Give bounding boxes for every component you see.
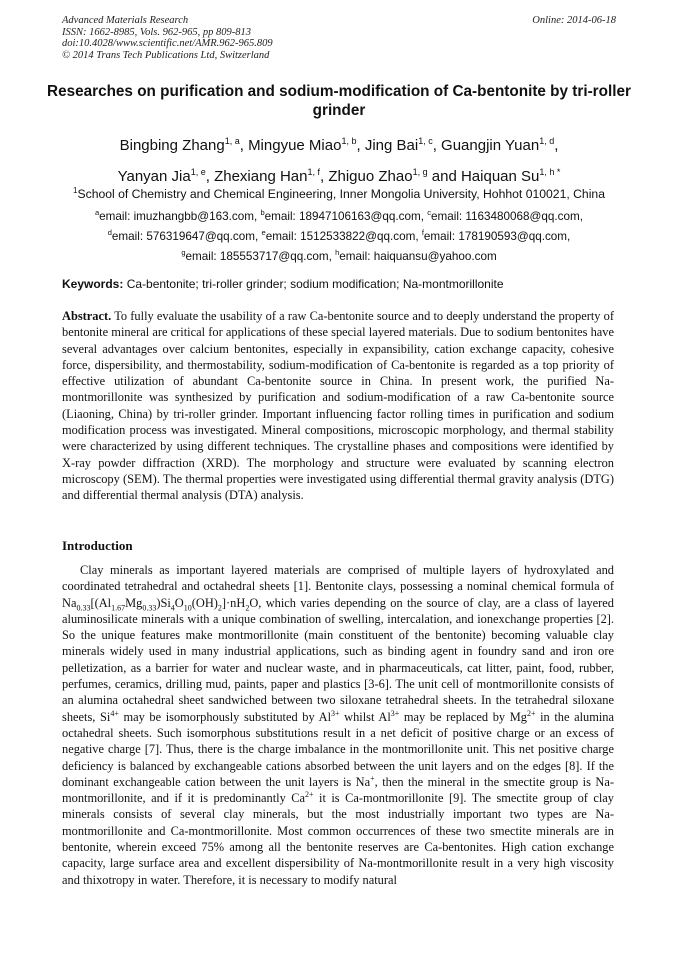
author-mark: 1, f: [307, 167, 320, 177]
email-address[interactable]: email: 178190593@qq.com: [423, 229, 568, 243]
abstract: [62, 308, 614, 504]
email-address[interactable]: email: 576319647@qq.com: [111, 229, 256, 243]
introduction-paragraph: Clay minerals as important layered materials are comprised of multiple layers of hydroxylated and coordinated tetrahedral and octahedral sheets [1]. Bentonite clays, possessing a nominal chemical formula of $Na_{0.33}[(Al_{1.67}Mg_{0.33})Si_4O_{10}(OH)_2]\cdot nH_2O$, which varies depending on the source of clay, are a class of layered aluminosilicate minerals with a unique combination of swelling, intercalation, and ionexchange properties [2]. So the unique features make montmorillonite (main constituent of the bentonite) becoming valuable clay minerals widely used in many industrial applications, such as binding agent in foundry sand and iron ore pelletization, as a barrier for water and nuclear waste, and in pharmaceuticals, cat litter, paint, food, rubber, perfumes, ceramics, drilling mud, paints, paper and plastics [3-6]. The unit cell of montmorillonite consists of an alumina octahedral sheet sandwiched between two siloxane tetrahedral sheets. In the tetrahedral siloxane sheets, $Si^{4+}$ may be isomorphously substituted by $Al^{3+}$ whilst $Al^{3+}$ may be replaced by $Mg^{2+}$ in the alumina octahedral sheets. Such isomorphous substitutions result in a net deficit of positive charge or an excess of negative charge [7]. Thus, there is the charge imbalance in the montmorillonite unit. This net positive charge deficiency is balanced by exchangeable cations absorbed between the unit layers and on the edges [8]. If the dominant exchangeable cation between the unit layers is Na+, then the mineral in the smectite group is Na-montmorillonite, and if it is predominantly $Ca^{2+}$ it is Ca-montmorillonite [9]. The smectite group of clay minerals consists of several clay minerals, but the most industrially important two types are Na-montmorillonite and Ca-montmorillonite. Most common occurrences of these two smectite minerals are in bentonite, wherein exceed 75% among all the bentonite reserves are Ca-bentonites. High cation exchange capacity, large surface area and excellent dispersibility of Na-montmorillonite result in a very high viscosity and thixotropy in water. Therefore, it is necessary to modify natural: [62, 563, 614, 887]
intro-text: may be isomorphously substituted by Al: [118, 709, 332, 724]
intro-text: in the alumina octahedral sheets. Such isomorphous substitutions result in a net deficit of positive charge or an excess of negative charge [7]. Thus, there is the charge imbalance in the montmorillonite unit. This net positive charge deficiency is balanced by exchangeable cations absorbed between the unit layers and on the edges [8]. If the dominant exchangeable cation between the unit layers is Na: [62, 709, 614, 789]
email-mark: f: [421, 227, 424, 237]
affiliation: [30, 183, 648, 202]
intro-text: , which varies depending on the source of clay, are a class of layered aluminosilicate minerals with a unique combination of swelling, intercalation, and ionexchange properties [2]. So the unique features make montmorillonite (main constituent of the bentonite) becoming valuable clay minerals widely used in many industrial applications, such as binding agent in foundry sand and iron ore pelletization, as a barrier for water and nuclear waste, and in pharmaceuticals, cat litter, paint, food, rubber, perfumes, ceramics, drilling mud, paints, paper and plastics [3-6]. The unit cell of montmorillonite consists of an alumina octahedral sheet sandwiched between two siloxane tetrahedral sheets. In the tetrahedral siloxane sheets, Si: [62, 595, 614, 724]
author-separator: ,: [239, 137, 244, 154]
author-mark: 1, h *: [539, 167, 561, 177]
intro-text: whilst Al: [339, 709, 391, 724]
author-name: Yanyan Jia: [117, 168, 191, 185]
copyright-line: © 2014 Trans Tech Publications Ltd, Switzerland: [62, 49, 270, 61]
abstract-text: To fully evaluate the usability of a raw Ca-bentonite source and to deeply understand the property of bentonite mineral are critical for applications of these special layered materials. Due to sodium bentonites have several advantages over calcium bentonites, especially in expansibility, cation exchange capacity, cohesive force, dispersibility, and thermostability, sodium-modification of Ca-bentonite is regarded as a top priority of effective utilization of abundant Ca-bentonite source in China. In present work, the purified Na-montmorillonite was synthesized by purification and sodium-modification of a raw Ca-bentonite source (Liaoning, China) by tri-roller grinder. Important influencing factor rolling times in purification and sodium modification process was investigated. Mineral compositions, microscopic morphology, and thermal stability were characterized by using different techniques. The crystalline phases and compositions were identified by X-ray powder diffraction (XRD). The morphology and structure were evaluated by scanning electron microscopy (SEM). The thermal properties were investigated using differential thermal gravity analysis (DTG) and differential thermal analysis (DTA) analysis.: [62, 309, 614, 503]
email-list: $^a$email: imuzhangbb@163.com, $^b$email: 18947106163@qq.com, $^c$email: 1163480068@qq.com, $^d$email: 576319647@qq.com, $^e$email: 1512533822@qq.com, $^f$email: 178190593@qq.com, $^g$email: 185553717@qq.com, $^h$email: haiquansu@yahoo.com: [94, 208, 583, 263]
online-date: Online: 2014-06-18: [532, 15, 616, 26]
journal-name: Advanced Materials Research: [62, 15, 189, 26]
author-name: Zhiguo Zhao: [328, 168, 413, 185]
author-name: Jing Bai: [364, 137, 419, 154]
author-mark: 1, d: [539, 136, 555, 146]
email-mark: e: [261, 227, 266, 237]
affiliation-mark: 1: [73, 186, 78, 195]
email-address[interactable]: email: 185553717@qq.com: [185, 249, 329, 263]
chemical-formula: $Na_{0.33}[(Al_{1.67}Mg_{0.33})Si_4O_{10}(OH)_2]\cdot nH_2O$: [62, 595, 259, 613]
doi-line: doi:10.4028/www.scientific.net/AMR.962-965.809: [62, 38, 273, 49]
author-separator: ,: [320, 168, 325, 185]
intro-text: it is Ca-montmorillonite [9]. The smectite group of clay minerals consists of several clay minerals, but the most industrially important two types are Na-montmorillonite and Ca-montmorillonite. Most common occurrences of these two smectite minerals are in bentonite, wherein exceed 75% among all the bentonite reserves are Ca-bentonites. High cation exchange capacity, large surface area and excellent dispersibility of Na-montmorillonite result in a very high viscosity and thixotropy in water. Therefore, it is necessary to modify natural: [62, 791, 614, 887]
author-name: Bingbing Zhang: [119, 137, 225, 154]
email-mark: h: [335, 247, 340, 257]
email-address[interactable]: email: imuzhangbb@163.com: [99, 209, 254, 223]
author-mark: 1, a: [224, 136, 240, 146]
author-mark: 1, b: [341, 136, 357, 146]
affiliation-text: School of Chemistry and Chemical Engineering, Inner Mongolia University, Hohhot 010021, China: [77, 187, 605, 202]
author-name: Mingyue Miao: [248, 137, 342, 154]
intro-text: Clay minerals as important layered materials are comprised of multiple layers of hydroxylated and coordinated tetrahedral and octahedral sheets [1]. Bentonite clays, possessing a nominal chemical formula of: [62, 563, 614, 594]
author-and: and: [431, 168, 457, 185]
section-heading: Introduction: [62, 538, 133, 553]
author-list: [30, 128, 648, 190]
author-mark: 1, c: [418, 136, 433, 146]
author-separator: ,: [205, 168, 210, 185]
keywords-label: Keywords:: [62, 277, 124, 291]
email-address[interactable]: email: haiquansu@yahoo.com: [339, 249, 497, 263]
author-mark: 1, e: [190, 167, 206, 177]
issn-line: ISSN: 1662-8985, Vols. 962-965, pp 809-813: [62, 26, 251, 38]
author-name: Guangjin Yuan: [441, 137, 540, 154]
email-mark: a: [94, 208, 100, 217]
keywords: [62, 276, 616, 292]
author-separator: ,: [356, 137, 361, 154]
abstract-label: Abstract.: [62, 309, 112, 323]
email-mark: g: [181, 247, 186, 257]
author-separator: ,: [554, 137, 559, 154]
email-address[interactable]: email: 1512533822@qq.com: [265, 229, 416, 243]
email-mark: c: [427, 208, 431, 217]
journal-header: [62, 15, 273, 61]
email-address[interactable]: email: 1163480068@qq.com: [431, 209, 580, 223]
author-name: Zhexiang Han: [214, 168, 308, 185]
email-mark: b: [260, 208, 265, 217]
email-address[interactable]: email: 18947106163@qq.com: [264, 209, 421, 223]
author-separator: ,: [432, 137, 437, 154]
intro-text: , then the mineral in the smectite group is Na-montmorillonite, and if it is predominantly Ca: [62, 774, 614, 806]
email-mark: d: [107, 227, 112, 237]
author-mark: 1, g: [412, 167, 428, 177]
keywords-text: Ca-bentonite; tri-roller grinder; sodium modification; Na-montmorillonite: [126, 277, 504, 291]
paper-title: Researches on purification and sodium-modification of Ca-bentonite by tri-roller grinder: [47, 83, 631, 119]
author-name: Haiquan Su: [460, 168, 540, 185]
intro-text: may be replaced by Mg: [399, 709, 527, 724]
